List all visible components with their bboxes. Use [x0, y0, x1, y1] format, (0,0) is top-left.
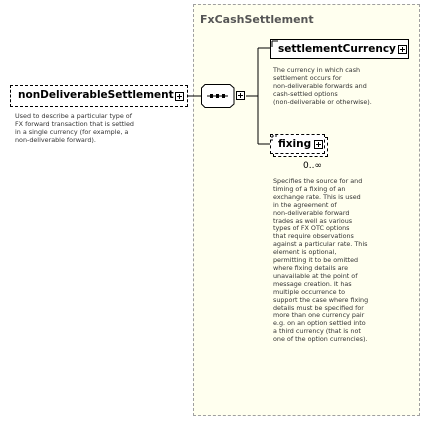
settlementCurrency-documentation: The currency in which cash settlement occurs for non-deliverable forwards and cash-settled options (non-deliverable or otherwise).: [273, 66, 372, 106]
expand-icon[interactable]: [175, 92, 184, 101]
element-name: fixing: [278, 138, 312, 150]
element-settlementCurrency[interactable]: [270, 39, 409, 59]
collapse-sequence-icon[interactable]: [236, 91, 245, 100]
root-documentation: Used to describe a particular type of FX forward transaction that is settled in a single currency (for example, a non-deliverable forward).: [15, 112, 134, 144]
element-fixing[interactable]: [270, 134, 325, 154]
element-name: settlementCurrency: [278, 43, 396, 55]
element-name: nonDeliverableSettlement: [18, 89, 174, 101]
type-name: FxCashSettlement: [200, 13, 314, 26]
fixing-documentation: Specifies the source for and timing of a fixing of an exchange rate. This is used in the agreement of non-deliverable forward trades as well as various types of FX OTC options that require observations against a particular rate. This element is optional, permitting it to be omitted where fixing details are unavailable at the point of message creation. It has multiple occurrence to support the case where fixing details must be specified for more than one currency pair e.g. on an option settled into a third currency (that is not one of the option currencies).: [273, 177, 369, 344]
expand-icon[interactable]: [398, 45, 407, 54]
fixing-cardinality: 0..∞: [303, 161, 322, 171]
expand-icon[interactable]: [314, 140, 323, 149]
sequence-compositor[interactable]: [201, 84, 246, 108]
element-nonDeliverableSettlement[interactable]: [10, 85, 188, 107]
